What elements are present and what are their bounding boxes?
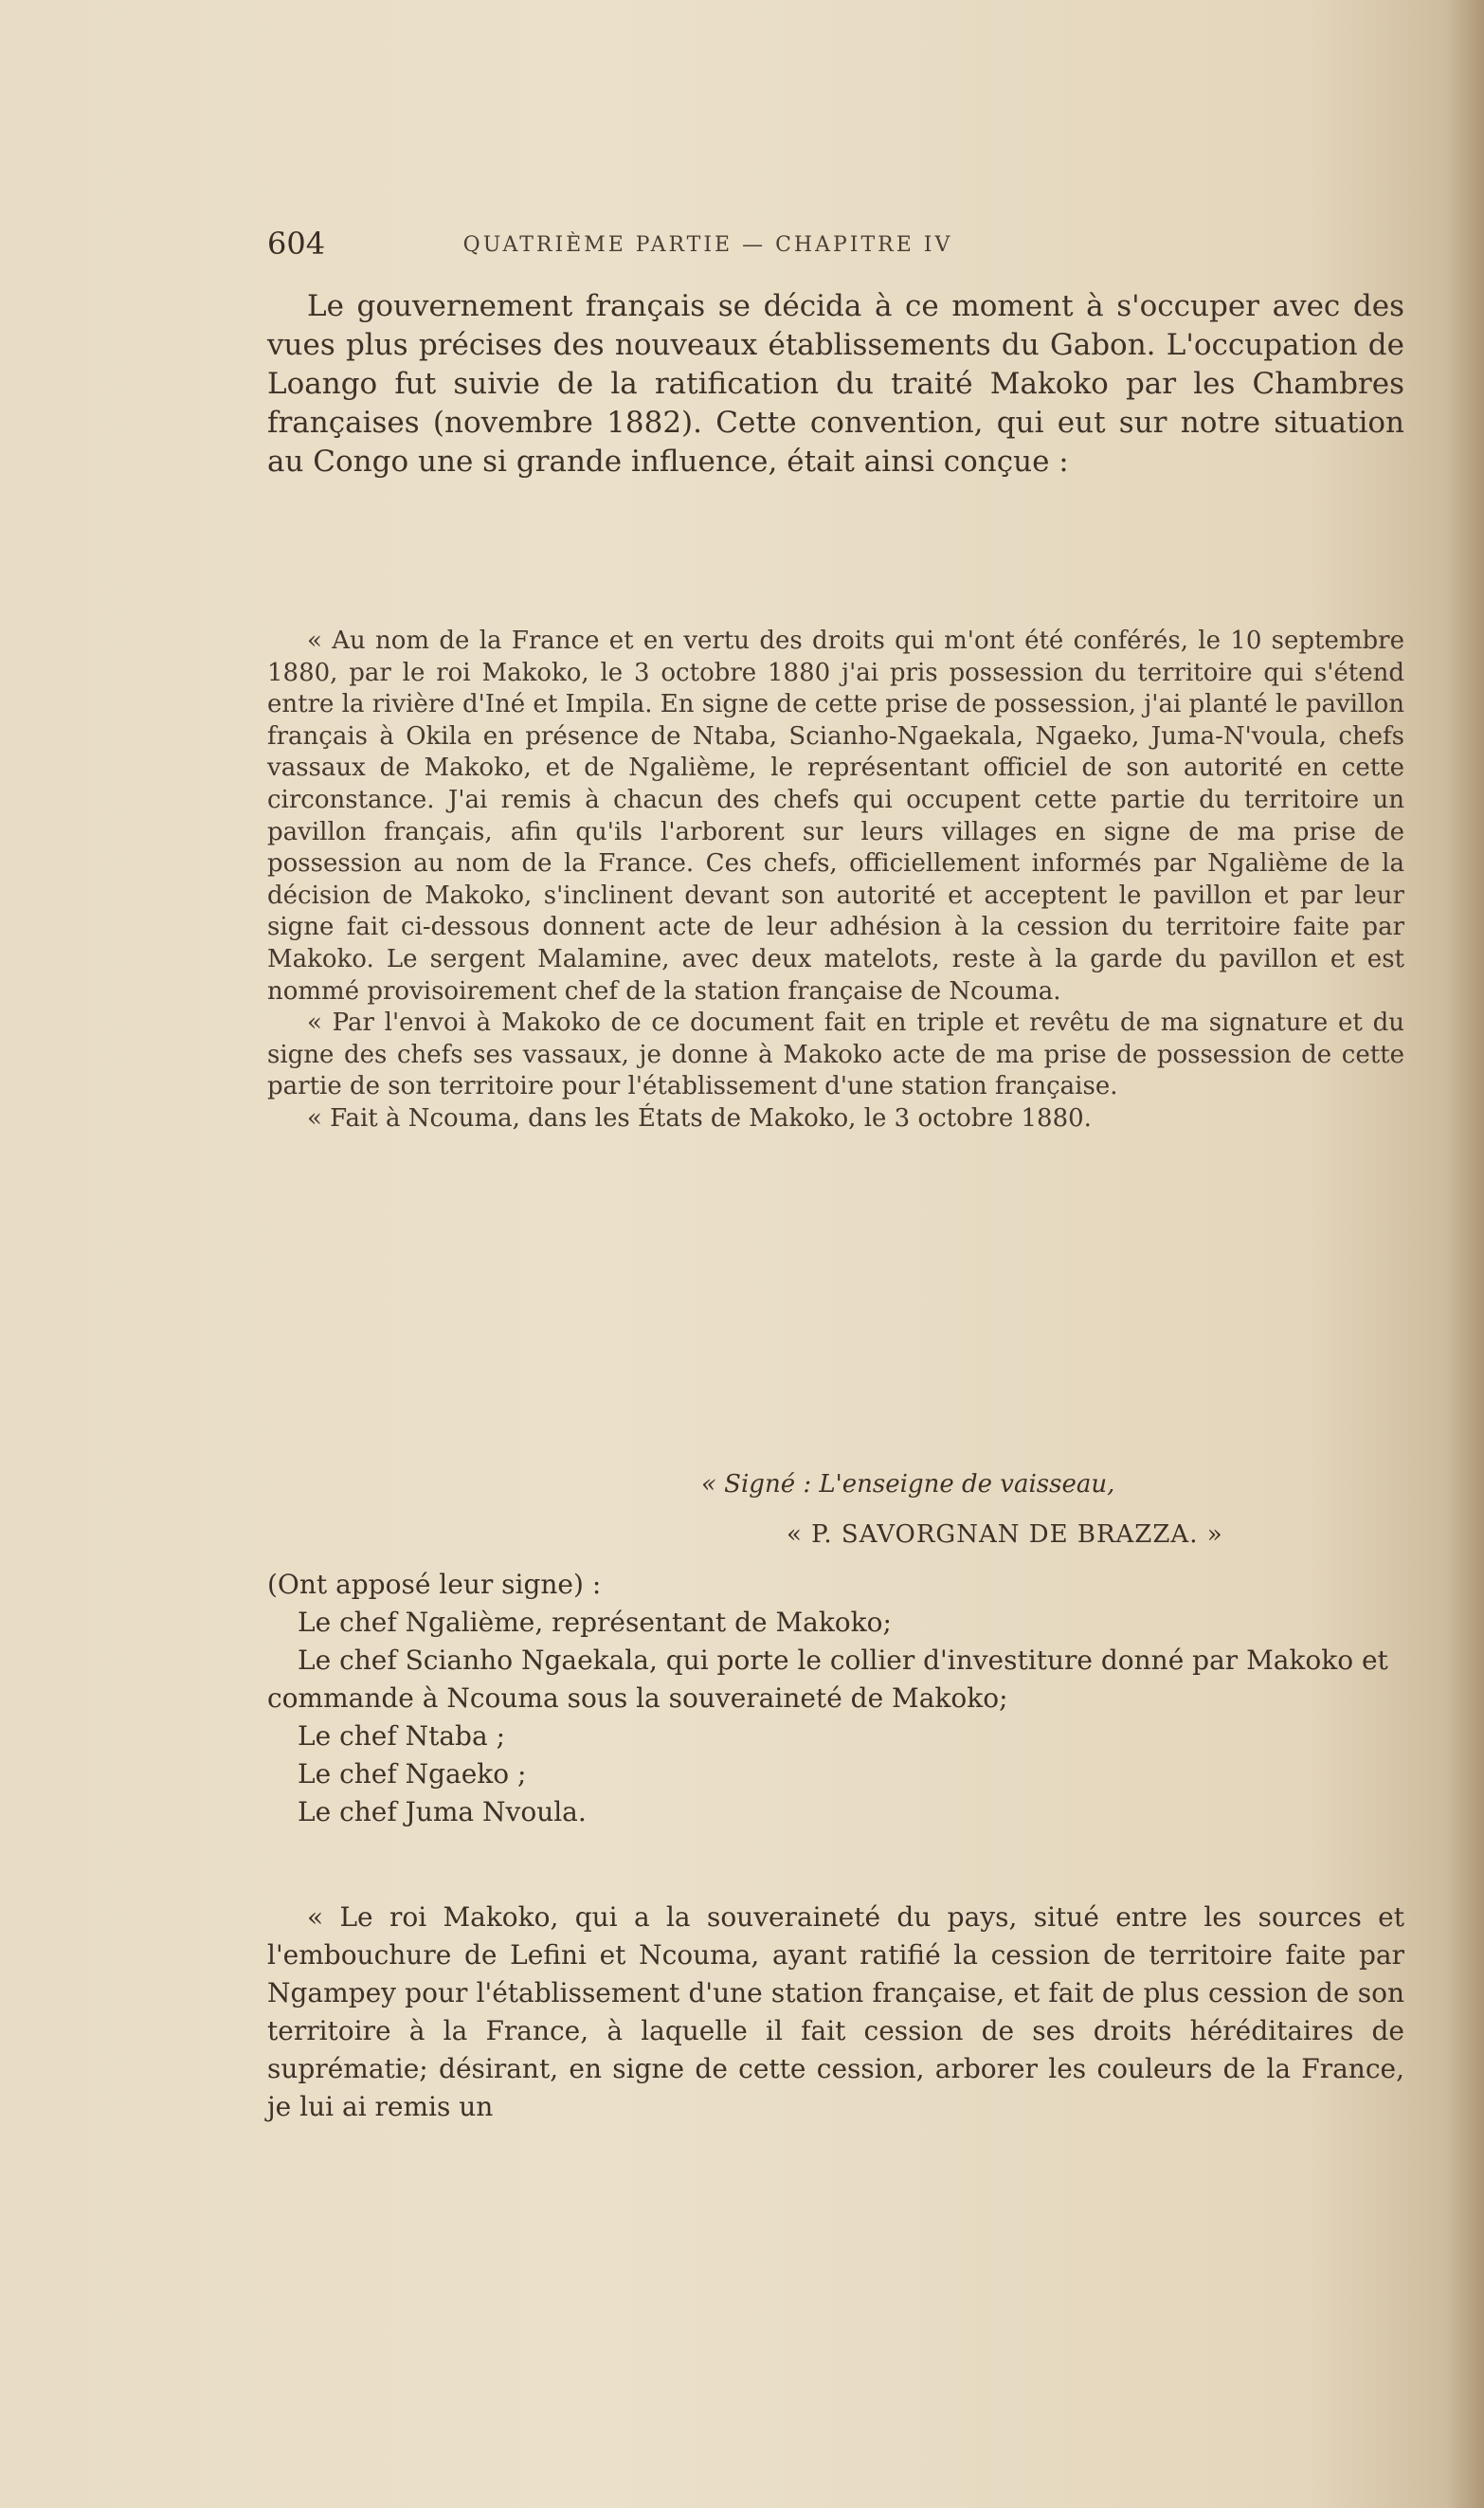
treaty-quote [267,626,1404,1136]
list-item: Le chef Ntaba ; [298,1720,506,1752]
intro-paragraph [267,287,1404,482]
page-header [267,226,1149,264]
quote-paragraph-1: « Au nom de la France et en vertu des droits qui m'ont été conférés, le 10 septembre 1880, par le roi Makoko, le 3 octobre 1880 j'ai pris possession du territoire qui s'étend entre la rivière d'Iné et Impila. En signe de cette prise de possession, j'ai planté le pavillon français à Okila en présence de Ntaba, Scianho-Ngaekala, Ngaeko, Juma-N'voula, chefs vassaux de Makoko, et de Ngalième, le représentant officiel de son autorité en cette circonstance. J'ai remis à chacun des chefs qui occupent cette partie du territoire un pavillon français, afin qu'ils l'arborent sur leurs villages en signe de ma prise de possession au nom de la France. Ces chefs, officiellement informés par Ngalième de la décision de Makoko, s'inclinent devant son autorité et acceptent le pavillon et par leur signe fait ci-dessous donnent acte de leur adhésion à la cession du territoire faite par Makoko. Le sergent Malamine, avec deux matelots, reste à la garde du pavillon et est nommé provisoirement chef de la station française de Ncouma. [267,627,1404,1006]
intro-text: Le gouvernement français se décida à ce moment à s'occuper avec des vues plus précises des nouveaux établissements du Gabon. L'occupation de Loango fut suivie de la ratification du traité Makoko par les Chambres françaises (novembre 1882). Cette convention, qui eut sur notre situation au Congo une si grande influence, était ainsi conçue : [267,289,1404,479]
list-item: Le chef Ngaeko ; [298,1758,527,1790]
list-item: Le chef Juma Nvoula. [298,1796,587,1827]
quote-paragraph-2: « Par l'envoi à Makoko de ce document fait en triple et revêtu de ma signature et du signe des chefs ses vassaux, je donne à Makoko acte de ma prise de possession de cette partie de son territoire pour l'établissement d'une station française. [267,1009,1404,1101]
signatories-list [267,1566,1404,1831]
signatories-intro: (Ont apposé leur signe) : [267,1569,602,1600]
running-title: QUATRIÈME PARTIE — CHAPITRE IV [462,233,953,257]
signature-name: « P. SAVORGNAN DE BRAZZA. » [787,1520,1223,1549]
page-number: 604 [267,226,326,262]
signature-line: « Signé : L'enseigne de vaisseau, [701,1470,1115,1499]
final-text: « Le roi Makoko, qui a la souveraineté du pays, situé entre les sources et l'embouchure de Lefini et Ncouma, ayant ratifié la cession de territoire faite par Ngampey pour l'établissement d'une station française, et fait de plus cession de son territoire à la France, à laquelle il fait cession de ses droits héréditaires de suprématie; désirant, en signe de cette cession, arborer les couleurs de la France, je lui ai remis un [267,1901,1404,2122]
final-paragraph [267,1899,1404,2126]
list-item: Le chef Ngalième, représentant de Makoko; [298,1607,892,1638]
quote-paragraph-3: « Fait à Ncouma, dans les États de Makoko, le 3 octobre 1880. [307,1103,1092,1133]
list-item: Le chef Scianho Ngaekala, qui porte le collier d'investiture donné par Makoko et commande à Ncouma sous la souveraineté de Makoko; [267,1645,1388,1714]
